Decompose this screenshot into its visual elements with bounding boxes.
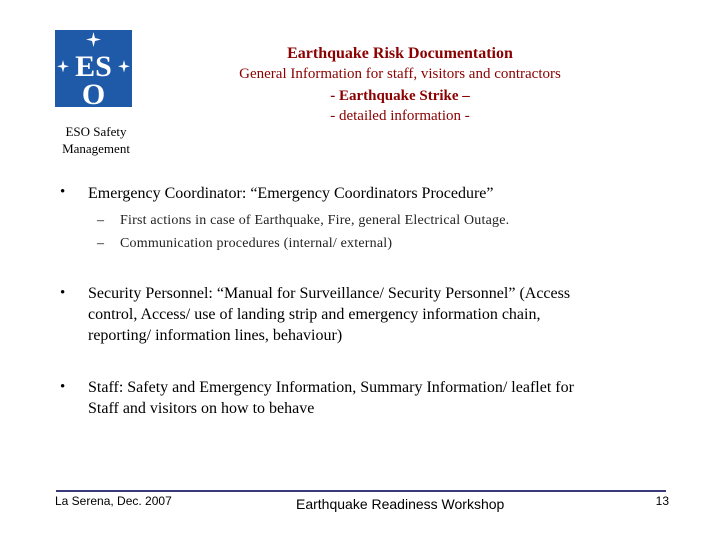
logo-text-es: ES (75, 50, 112, 83)
bullet-line: Security Personnel: “Manual for Surveillance/ Security Personnel” (Access (88, 285, 571, 302)
bullet-text (88, 283, 658, 346)
bullet-text (88, 183, 658, 204)
eso-logo (55, 30, 132, 107)
bullet-line: reporting/ information lines, behaviour) (88, 327, 343, 344)
footer-event-name: Earthquake Readiness Workshop (296, 496, 505, 512)
page-title: Earthquake Risk Documentation (287, 45, 513, 62)
bullet-marker: • (60, 184, 66, 200)
subitem-text: Communication procedures (internal/ external) (120, 236, 393, 251)
bullet-line: Staff: Safety and Emergency Information, Summary Information/ leaflet for (88, 379, 574, 396)
eso-logo-graphic (55, 30, 132, 107)
page-subtitle-3: - detailed information - (330, 108, 470, 124)
footer-location-date: La Serena, Dec. 2007 (55, 494, 172, 508)
bullet-marker: • (60, 285, 66, 301)
page-subtitle-1: General Information for staff, visitors and contractors (239, 66, 561, 82)
bullet-marker: • (60, 379, 66, 395)
subitem-marker: – (97, 236, 104, 251)
bullet-text (88, 377, 658, 419)
page-number: 13 (655, 494, 669, 508)
bullet-line: Emergency Coordinator: “Emergency Coordinators Procedure” (88, 185, 494, 202)
page-subtitle-2: - Earthquake Strike – (330, 88, 470, 104)
footer-divider (56, 490, 666, 492)
subitem-marker: – (97, 213, 104, 228)
logo-caption-line2: Management (62, 141, 130, 156)
bullet-line: control, Access/ use of landing strip and emergency information chain, (88, 306, 541, 323)
logo-text-o: O (81, 78, 106, 107)
logo-caption-line1: ESO Safety (65, 124, 127, 139)
subitem-text: First actions in case of Earthquake, Fire, general Electrical Outage. (120, 213, 510, 228)
logo-caption (48, 123, 144, 157)
bullet-line: Staff and visitors on how to behave (88, 400, 315, 417)
